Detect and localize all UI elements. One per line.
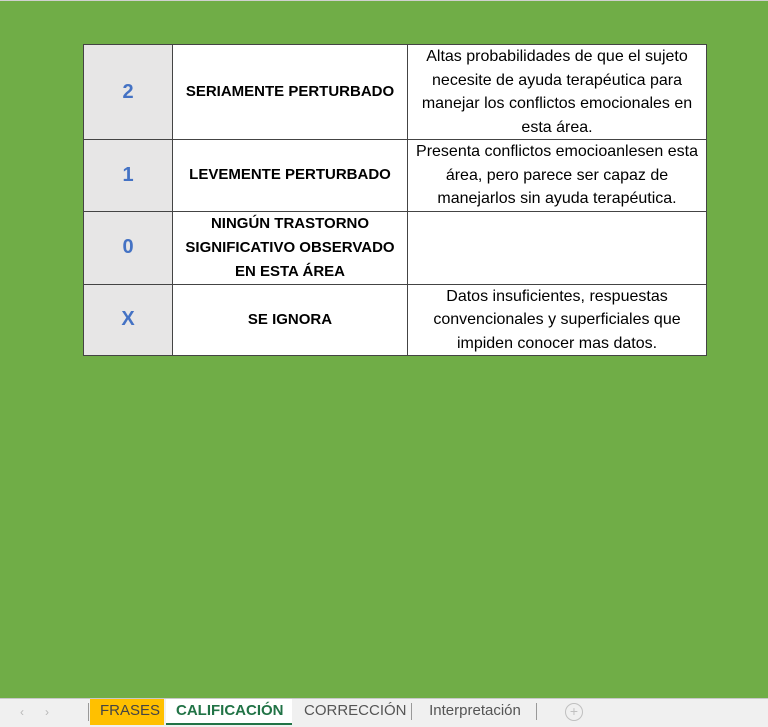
label-cell[interactable]: NINGÚN TRASTORNO SIGNIFICATIVO OBSERVADO EN ESTA ÁREA — [173, 211, 408, 284]
tab-divider — [536, 703, 537, 720]
description-cell[interactable]: Altas probabilidades de que el sujeto necesite de ayuda terapéutica para manejar los conflictos emocionales en esta área. — [408, 45, 707, 140]
table-row — [84, 140, 707, 212]
description-cell[interactable]: Datos insuficientes, respuestas convencionales y superficiales que impiden conocer mas datos. — [408, 284, 707, 356]
next-sheet-icon[interactable]: › — [45, 705, 49, 719]
tab-frases[interactable]: FRASES — [90, 699, 164, 725]
add-sheet-icon[interactable]: + — [565, 703, 583, 721]
tab-correccion[interactable]: CORRECCIÓN — [304, 702, 407, 719]
description-cell[interactable]: Presenta conflictos emocioanlesen esta área, pero parece ser capaz de manejarlos sin ayuda terapéutica. — [408, 140, 707, 212]
prev-sheet-icon[interactable]: ‹ — [20, 705, 24, 719]
description-cell[interactable] — [408, 211, 707, 284]
tab-divider — [88, 703, 89, 721]
table-row — [84, 284, 707, 356]
label-cell[interactable]: SE IGNORA — [173, 284, 408, 356]
label-cell[interactable]: LEVEMENTE PERTURBADO — [173, 140, 408, 212]
code-cell[interactable]: 2 — [84, 45, 173, 140]
code-cell[interactable]: X — [84, 284, 173, 356]
tab-calificacion[interactable]: CALIFICACIÓN — [166, 699, 292, 725]
table-row — [84, 45, 707, 140]
code-cell[interactable]: 0 — [84, 211, 173, 284]
label-cell[interactable]: SERIAMENTE PERTURBADO — [173, 45, 408, 140]
code-cell[interactable]: 1 — [84, 140, 173, 212]
tab-divider — [411, 703, 412, 720]
rating-table — [83, 44, 707, 356]
tab-interpretacion[interactable]: Interpretación — [429, 702, 521, 719]
sheet-tab-bar — [0, 698, 768, 727]
table-row — [84, 211, 707, 284]
